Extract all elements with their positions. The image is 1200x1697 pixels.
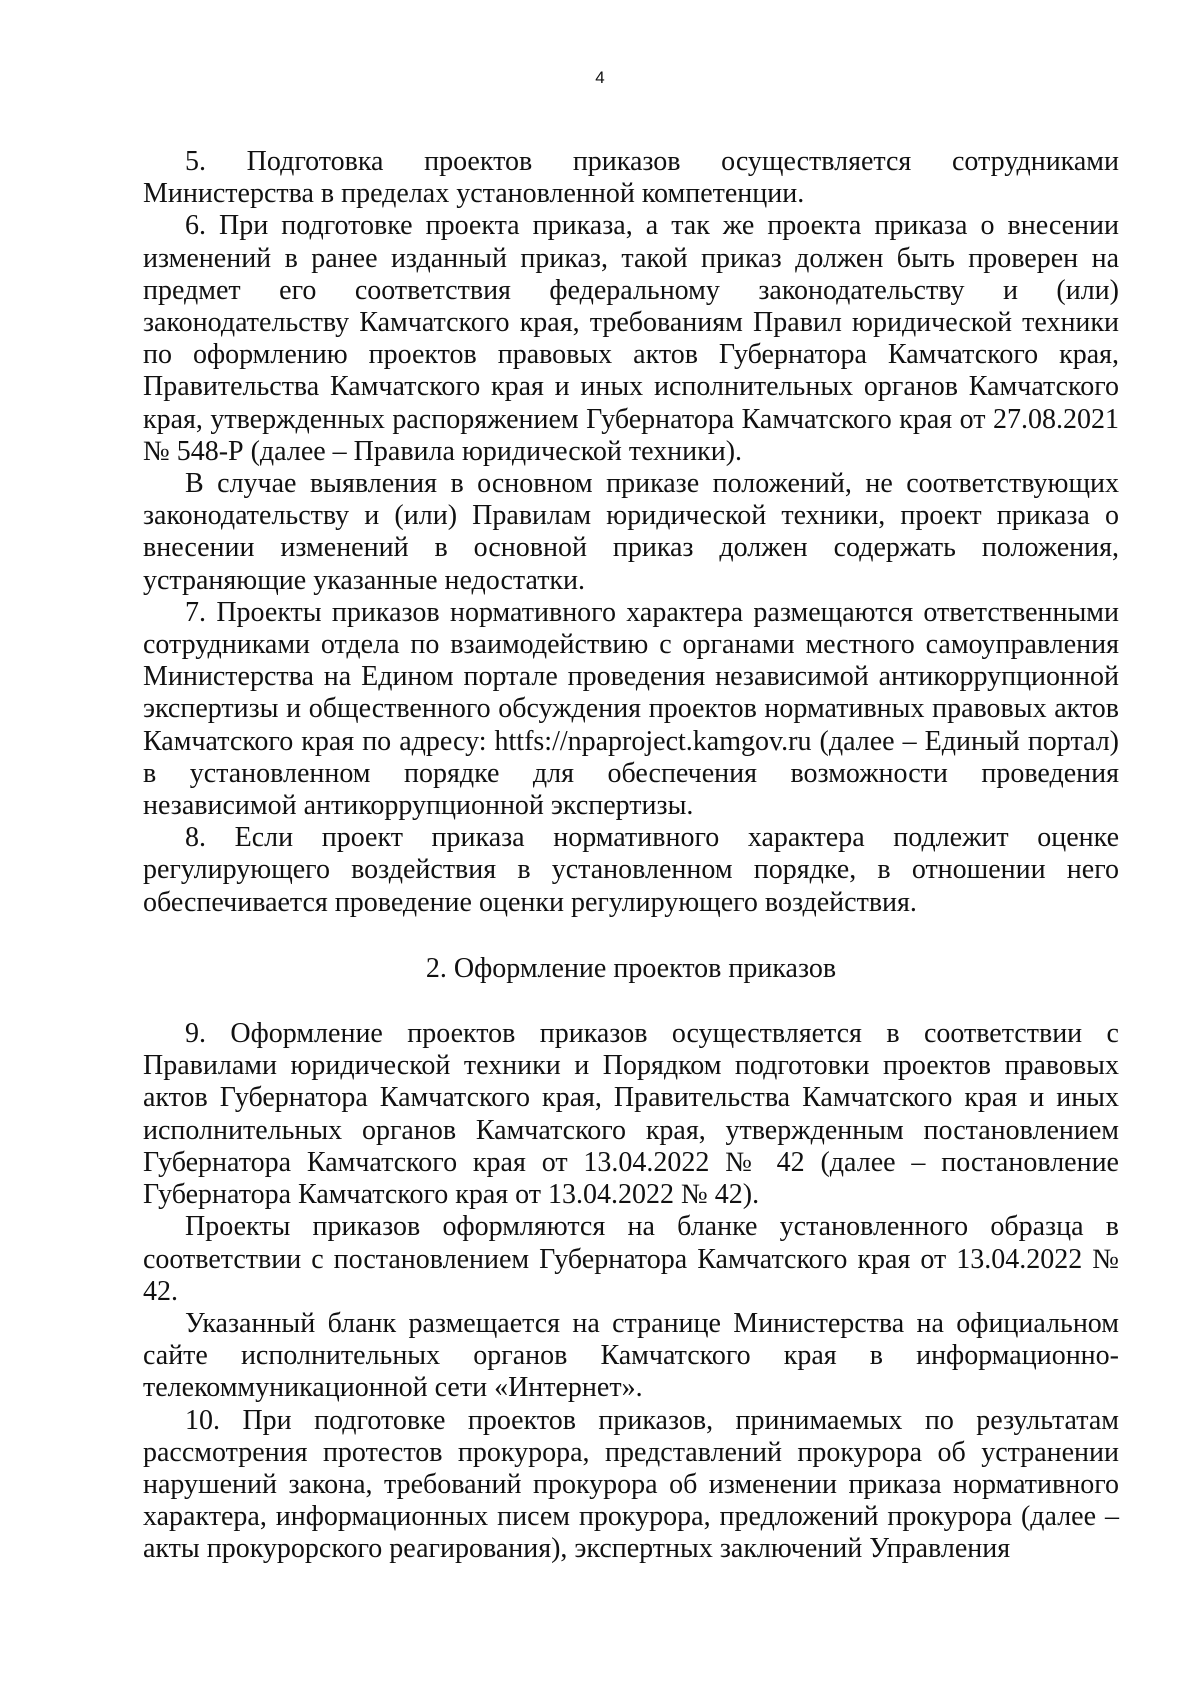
paragraph-10: 10. При подготовке проектов приказов, принимаемых по результатам рассмотрения протестов прокурора, представлений прокурора об устранении нарушений закона, требований прокурора об изменении приказа нормативного характера, информационных писем прокурора, предложений прокурора (далее – акты прокурорского реагирования), экспертных заключений Управления	[143, 1404, 1119, 1565]
paragraph-7: 7. Проекты приказов нормативного характера размещаются ответственными сотрудниками отдела по взаимодействию с органами местного самоуправления Министерства на Едином портале проведения независимой антикоррупционной экспертизы и общественного обсуждения проектов нормативных правовых актов Камчатского края по адресу: httfs://npaproject.kamgov.ru (далее – Единый портал) в установленном порядке для обеспечения возможности проведения независимой антикоррупционной экспертизы.	[143, 596, 1119, 822]
paragraph-8: 8. Если проект приказа нормативного характера подлежит оценке регулирующего воздействия в установленном порядке, в отношении него обеспечивается проведение оценки регулирующего воздействия.	[143, 822, 1119, 918]
page-number: 4	[595, 68, 605, 87]
paragraph-9: 9. Оформление проектов приказов осуществляется в соответствии с Правилами юридической техники и Порядком подготовки проектов правовых актов Губернатора Камчатского края, Правительства Камчатского края и иных исполнительных органов Камчатского края, утвержденным постановлением Губернатора Камчатского края от 13.04.2022 № 42 (далее – постановление Губернатора Камчатского края от 13.04.2022 № 42).	[143, 1018, 1119, 1211]
document-body	[143, 146, 1119, 1566]
paragraph-9-blank: Проекты приказов оформляются на бланке установленного образца в соответствии с постановлением Губернатора Камчатского края от 13.04.2022 № 42.	[143, 1211, 1119, 1307]
paragraph-6: 6. При подготовке проекта приказа, а так же проекта приказа о внесении изменений в ранее изданный приказ, такой приказ должен быть проверен на предмет его соответствия федеральному законодательству и (или) законодательству Камчатского края, требованиям Правил юридической техники по оформлению проектов правовых актов Губернатора Камчатского края, Правительства Камчатского края и иных исполнительных органов Камчатского края, утвержденных распоряжением Губернатора Камчатского края от 27.08.2021 № 548-Р (далее – Правила юридической техники).	[143, 210, 1119, 467]
paragraph-9-blank-location: Указанный бланк размещается на странице Министерства на официальном сайте исполнительных органов Камчатского края в информационно-телекоммуникационной сети «Интернет».	[143, 1307, 1119, 1404]
paragraph-6-continuation: В случае выявления в основном приказе положений, не соответствующих законодательству и (или) Правилам юридической техники, проект приказа о внесении изменений в основной приказ должен содержать положения, устраняющие указанные недостатки.	[143, 468, 1119, 596]
section-heading: 2. Оформление проектов приказов	[425, 952, 837, 984]
paragraph-5: 5. Подготовка проектов приказов осуществляется сотрудниками Министерства в пределах установленной компетенции.	[143, 146, 1119, 210]
